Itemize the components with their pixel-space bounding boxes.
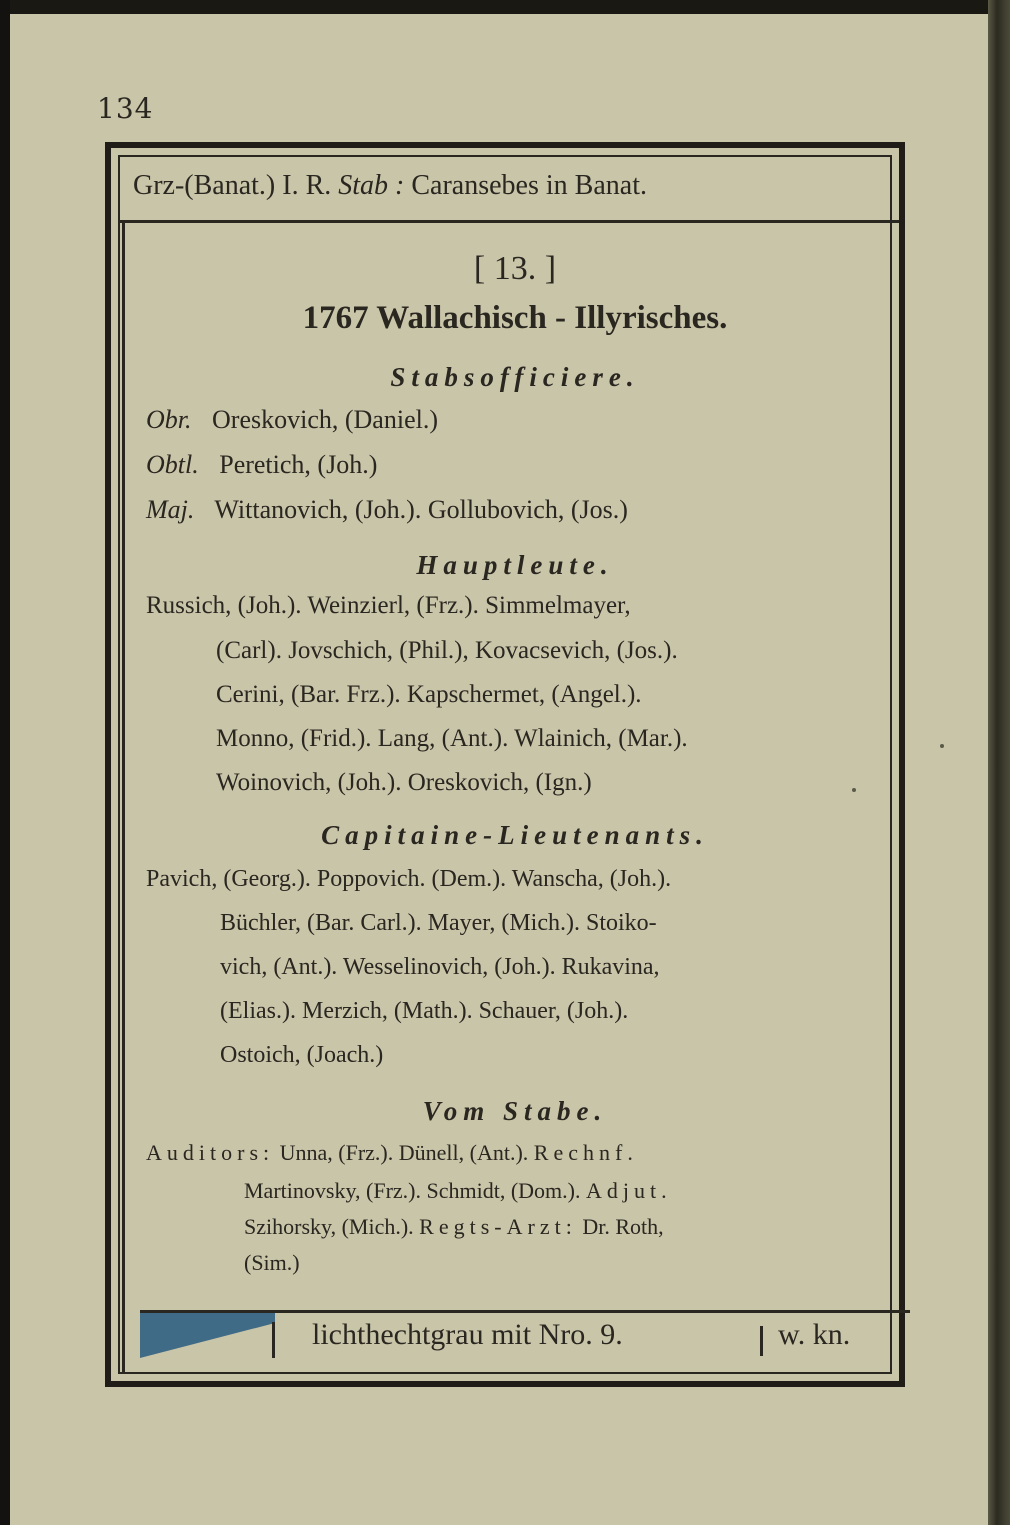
- vom-stabe-line: (Sim.): [244, 1250, 300, 1275]
- vom-stabe-line: [244, 1214, 664, 1240]
- header-stab-label: Stab :: [338, 170, 405, 201]
- officer-rank: Obtl.: [146, 450, 199, 479]
- regts-arzt-label: Regts-Arzt:: [419, 1214, 577, 1239]
- rechnf-names: Martinovsky, (Frz.). Schmidt, (Dom.).: [244, 1178, 581, 1203]
- stabsofficiere-heading: Stabsofficiere.: [390, 362, 640, 392]
- hauptleute-heading: Hauptleute.: [416, 550, 614, 580]
- buttons-text: w. kn.: [778, 1318, 851, 1351]
- adjut-names: Szihorsky, (Mich.).: [244, 1214, 414, 1239]
- auditors-label: Auditors:: [146, 1140, 275, 1165]
- officer-row: [146, 405, 438, 435]
- footer-divider: [272, 1322, 275, 1358]
- left-column-rule: [122, 222, 125, 1372]
- officer-names: Wittanovich, (Joh.). Gollubovich, (Jos.): [214, 495, 628, 524]
- officer-rank: Maj.: [146, 495, 195, 524]
- facing-color-text: lichthechtgrau mit Nro. 9.: [312, 1318, 623, 1351]
- vom-stabe-line: [244, 1178, 672, 1204]
- book-spine: [988, 0, 1010, 1525]
- hauptleute-line: Cerini, (Bar. Frz.). Kapschermet, (Angel.).: [216, 681, 642, 708]
- officer-row: [146, 495, 628, 525]
- capitaine-line: Pavich, (Georg.). Poppovich. (Dem.). Wanscha, (Joh.).: [146, 866, 672, 892]
- hauptleute-line: Monno, (Frid.). Lang, (Ant.). Wlainich, (Mar.).: [216, 725, 688, 752]
- footer-divider: [760, 1326, 763, 1356]
- regiment-title: 1767 Wallachisch - Illyrisches.: [302, 300, 728, 336]
- officer-row: [146, 450, 377, 480]
- swatch-shape: [140, 1313, 275, 1358]
- capitaine-line: (Elias.). Merzich, (Math.). Schauer, (Joh.).: [220, 998, 629, 1024]
- capitaine-line: vich, (Ant.). Wesselinovich, (Joh.). Rukavina,: [220, 954, 660, 980]
- page-number: 134: [97, 92, 154, 125]
- hauptleute-line: (Carl). Jovschich, (Phil.), Kovacsevich, (Jos.).: [216, 637, 678, 664]
- vom-stabe-line: [146, 1140, 638, 1166]
- regiment-header: [133, 170, 893, 202]
- officer-rank: Obr.: [146, 405, 192, 434]
- header-location: Caransebes in Banat.: [411, 170, 647, 201]
- hauptleute-line: Woinovich, (Joh.). Oreskovich, (Ign.): [216, 769, 592, 796]
- capitaine-heading: Capitaine-Lieutenants.: [321, 820, 709, 850]
- ink-speck: [940, 744, 944, 748]
- regiment-number: [ 13. ]: [473, 250, 557, 287]
- capitaine-line: Ostoich, (Joach.): [220, 1042, 384, 1068]
- auditors-names: Unna, (Frz.). Dünell, (Ant.).: [279, 1140, 529, 1165]
- officer-names: Peretich, (Joh.): [219, 450, 378, 479]
- vom-stabe-heading: Vom Stabe.: [422, 1096, 608, 1126]
- rechnf-label: Rechnf.: [533, 1140, 638, 1165]
- officer-names: Oreskovich, (Daniel.): [212, 405, 438, 434]
- hauptleute-line: Russich, (Joh.). Weinzierl, (Frz.). Simmelmayer,: [146, 592, 631, 619]
- facing-color-swatch: [140, 1313, 275, 1358]
- header-rule: [119, 220, 899, 223]
- scan-top-edge: [10, 0, 988, 14]
- adjut-label: Adjut.: [585, 1178, 672, 1203]
- scan-left-edge: [0, 0, 10, 1525]
- regts-arzt-name: Dr. Roth,: [582, 1214, 664, 1239]
- header-prefix: Grz-(Banat.) I. R.: [133, 170, 332, 201]
- capitaine-line: Büchler, (Bar. Carl.). Mayer, (Mich.). Stoiko-: [220, 910, 657, 936]
- ink-speck: [852, 788, 856, 792]
